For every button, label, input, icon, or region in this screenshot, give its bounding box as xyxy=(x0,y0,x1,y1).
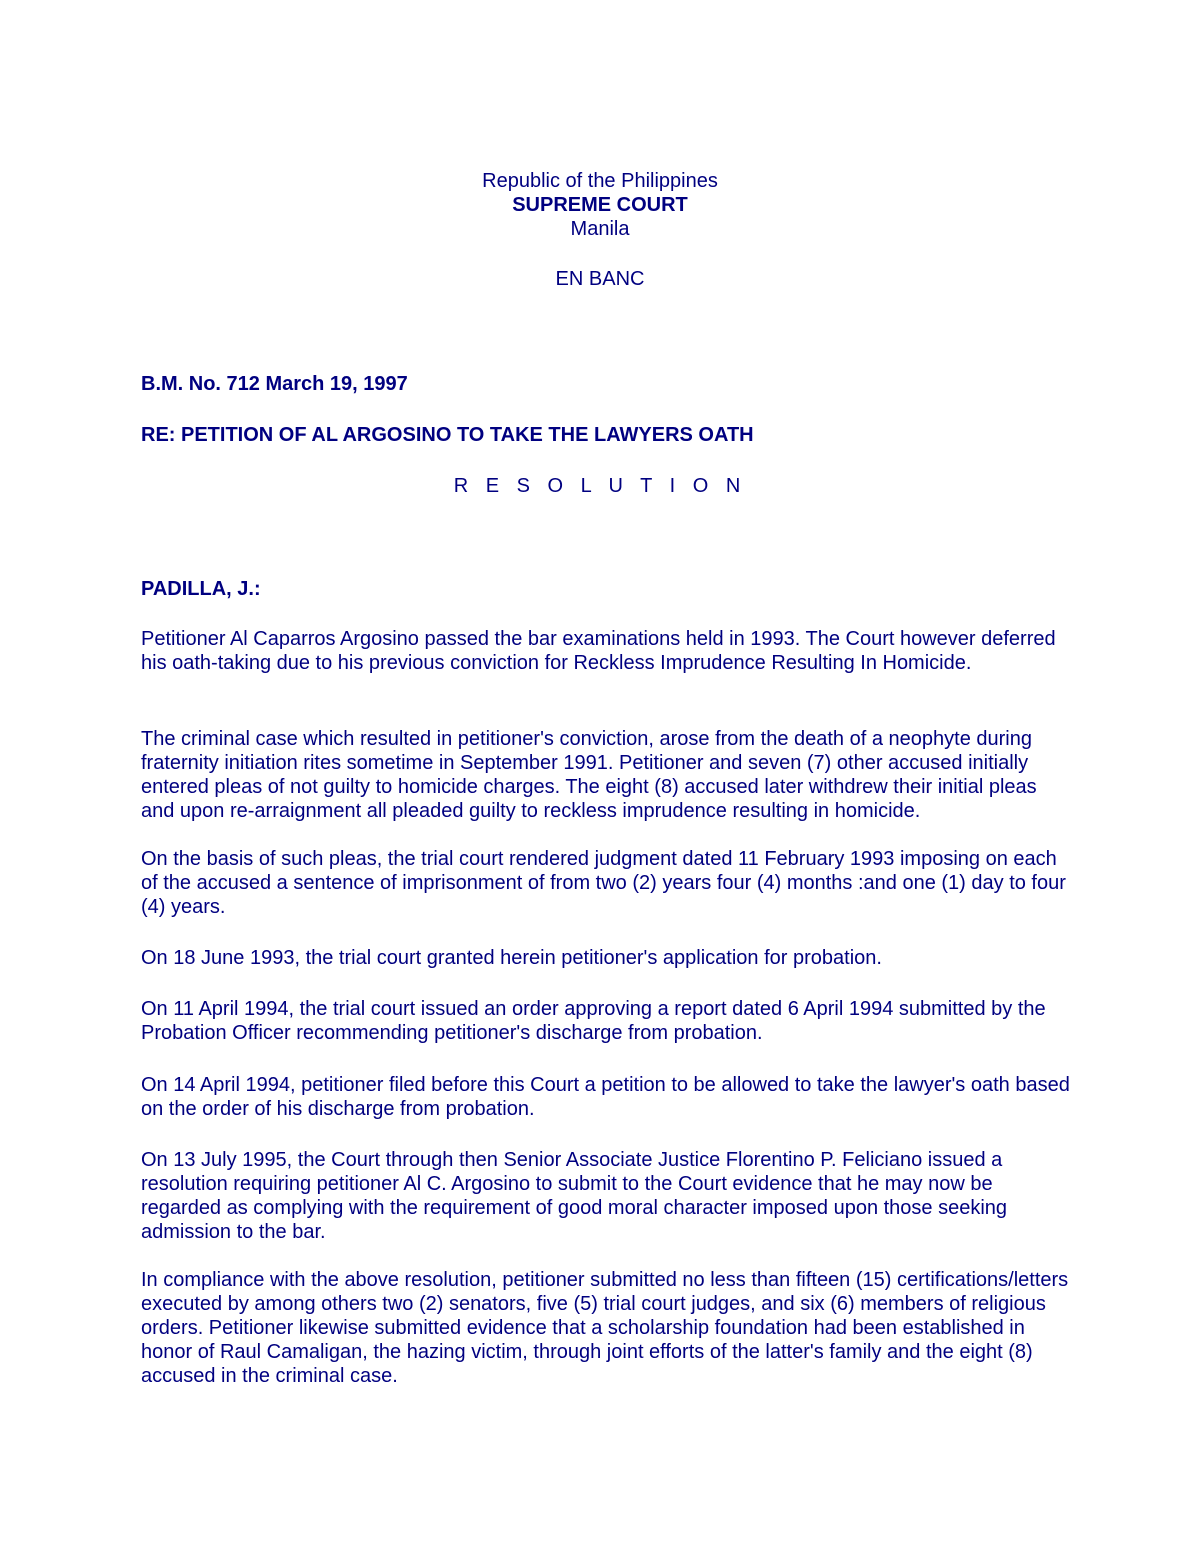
city-heading: Manila xyxy=(570,218,630,240)
body-paragraph: On 14 April 1994, petitioner filed before this Court a petition to be allowed to take the lawyer's oath based on the order of his discharge from probation. xyxy=(141,1074,1070,1120)
resolution-heading: R E S O L U T I O N xyxy=(453,475,747,497)
body-paragraph: In compliance with the above resolution, petitioner submitted no less than fifteen (15) certifications/letters executed by among others two (2) senators, five (5) trial court judges, and six (6) members of religious orders. Petitioner likewise submitted evidence that a scholarship foundation had been established in honor of Raul Camaligan, the hazing victim, through joint efforts of the latter's family and the eight (8) accused in the criminal case. xyxy=(141,1269,1069,1387)
division-heading: EN BANC xyxy=(555,268,645,290)
body-paragraph: On 11 April 1994, the trial court issued an order approving a report dated 6 April 1994 submitted by the Probation Officer recommending petitioner's discharge from probation. xyxy=(141,998,1046,1044)
case-title: RE: PETITION OF AL ARGOSINO TO TAKE THE LAWYERS OATH xyxy=(141,424,754,446)
body-paragraph: Petitioner Al Caparros Argosino passed the bar examinations held in 1993. The Court however deferred his oath-taking due to his previous conviction for Reckless Imprudence Resulting In Homicide. xyxy=(141,628,1056,674)
body-paragraph: On 13 July 1995, the Court through then Senior Associate Justice Florentino P. Feliciano issued a resolution requiring petitioner Al C. Argosino to submit to the Court evidence that he may now be regarded as complying with the requirement of good moral character imposed upon those seeking admission to the bar. xyxy=(141,1149,1008,1243)
body-paragraph: On 18 June 1993, the trial court granted herein petitioner's application for probation. xyxy=(141,947,882,969)
court-heading: SUPREME COURT xyxy=(512,194,688,216)
republic-heading: Republic of the Philippines xyxy=(482,170,718,192)
body-paragraph: On the basis of such pleas, the trial court rendered judgment dated 11 February 1993 imposing on each of the accused a sentence of imprisonment of from two (2) years four (4) months :and one (1) day to four (4) years. xyxy=(141,848,1066,918)
ponente: PADILLA, J.: xyxy=(141,578,261,600)
case-number-date: B.M. No. 712 March 19, 1997 xyxy=(141,373,408,395)
body-paragraph: The criminal case which resulted in petitioner's conviction, arose from the death of a neophyte during fraternity initiation rites sometime in September 1991. Petitioner and seven (7) other accused initially entered pleas of not guilty to homicide charges. The eight (8) accused later withdrew their initial pleas and upon re-arraignment all pleaded guilty to reckless imprudence resulting in homicide. xyxy=(141,728,1037,822)
